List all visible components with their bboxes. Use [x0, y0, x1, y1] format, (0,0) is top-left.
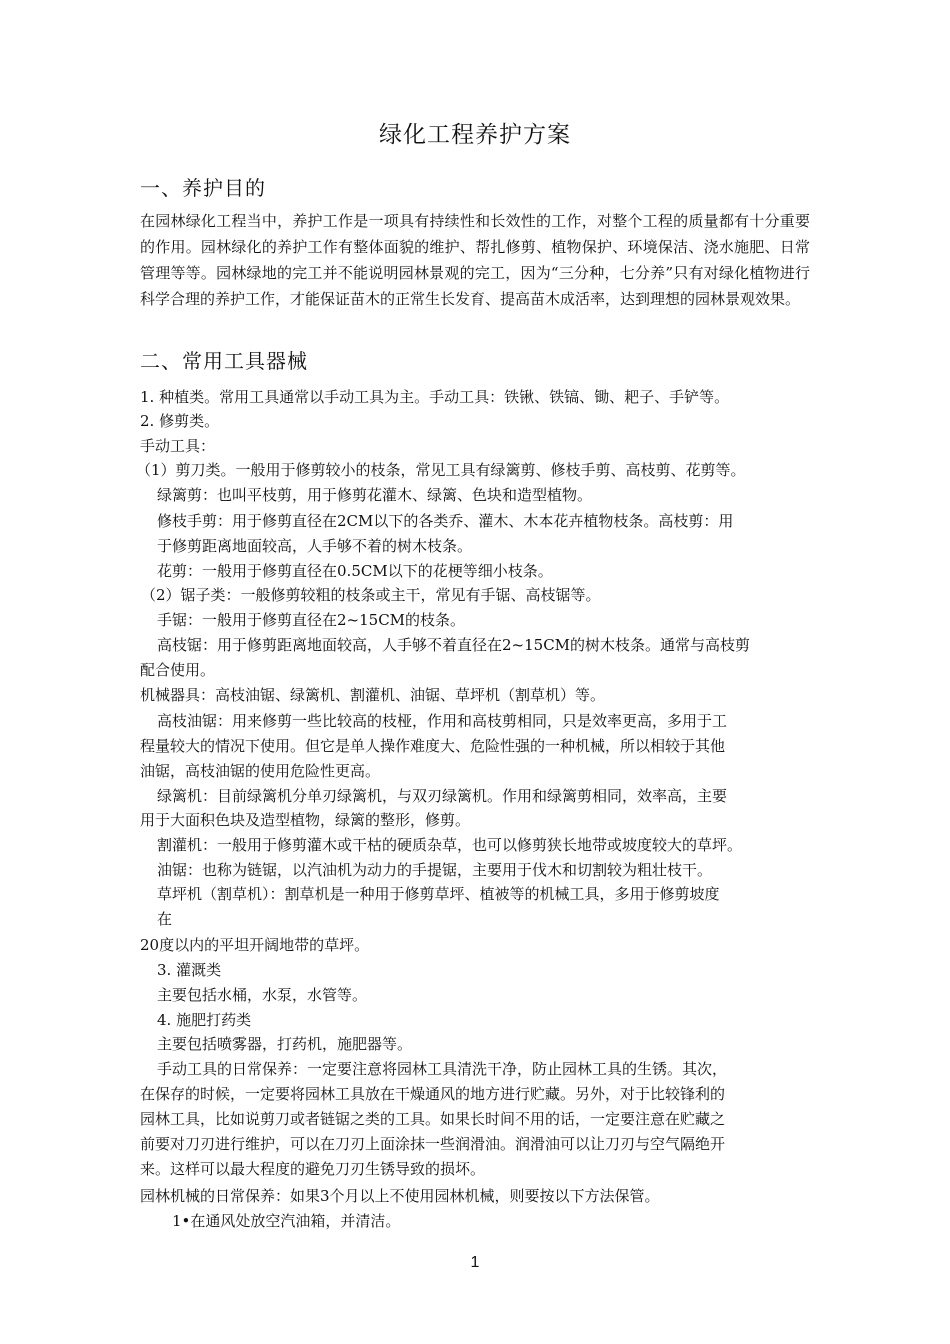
section-heading-purpose: 一、养护目的 — [140, 176, 266, 200]
text-line: 4. 施肥打药类 — [157, 1011, 252, 1029]
text-line: 用于大面积色块及造型植物，绿篱的整形，修剪。 — [140, 811, 471, 829]
text-line: （1）剪刀类。一般用于修剪较小的枝条，常见工具有绿篱剪、修枝手剪、高枝剪、花剪等。 — [136, 461, 746, 479]
text-line: 来。这样可以最大程度的避免刀刃生锈导致的损坏。 — [140, 1160, 486, 1178]
text-line: 前要对刀刃进行维护，可以在刀刃上面涂抹一些润滑油。润滑油可以让刀刃与空气隔绝开 — [140, 1135, 726, 1153]
text-line: 手锯：一般用于修剪直径在2~15CM的枝条。 — [157, 611, 466, 629]
page-number: 1 — [470, 1254, 480, 1271]
text-line: 在 — [157, 910, 173, 928]
text-line: 油锯，高枝油锯的使用危险性更高。 — [140, 762, 381, 780]
text-line: 园林工具，比如说剪刀或者链锯之类的工具。如果长时间不用的话，一定要注意在贮藏之 — [140, 1110, 726, 1128]
text-line: 机械器具：高枝油锯、绿篱机、割灌机、油锯、草坪机（割草机）等。 — [140, 686, 606, 704]
text-line: 修枝手剪：用于修剪直径在2CM以下的各类乔、灌木、木本花卉植物枝条。高枝剪：用 — [157, 512, 734, 530]
text-line: 在保存的时候，一定要将园林工具放在干燥通风的地方进行贮藏。另外，对于比较锋利的 — [140, 1085, 726, 1103]
text-line: 手动工具： — [140, 437, 216, 455]
text-line: 园林机械的日常保养：如果3个月以上不使用园林机械，则要按以下方法保管。 — [140, 1187, 660, 1205]
text-line: 主要包括喷雾器，打药机，施肥器等。 — [157, 1035, 413, 1053]
text-line: 程量较大的情况下使用。但它是单人操作难度大、危险性强的一种机械，所以相较于其他 — [140, 737, 726, 755]
text-line: 1•在通风处放空汽油箱，并清洁。 — [172, 1212, 401, 1230]
text-line: 花剪：一般用于修剪直径在0.5CM以下的花梗等细小枝条。 — [157, 562, 553, 580]
text-line: 绿篱机：目前绿篱机分单刃绿篱机，与双刃绿篱机。作用和绿篱剪相同，效率高，主要 — [157, 787, 728, 805]
document-title: 绿化工程养护方案 — [379, 122, 571, 148]
text-line: 于修剪距离地面较高，人手够不着的树木枝条。 — [157, 537, 473, 555]
text-line: 绿篱剪：也叫平枝剪，用于修剪花灌木、绿篱、色块和造型植物。 — [157, 486, 593, 504]
section-heading-tools: 二、常用工具器械 — [140, 349, 308, 373]
text-line: （2）锯子类：一般修剪较粗的枝条或主干，常见有手锯、高枝锯等。 — [141, 586, 601, 604]
text-line: 2. 修剪类。 — [140, 412, 220, 430]
text-line: 20度以内的平坦开阔地带的草坪。 — [140, 936, 370, 954]
text-line: 主要包括水桶，水泵，水管等。 — [157, 986, 368, 1004]
text-line: 草坪机（割草机）：割草机是一种用于修剪草坪、植被等的机械工具，多用于修剪坡度 — [157, 885, 720, 903]
text-line: 油锯：也称为链锯，以汽油机为动力的手提锯，主要用于伐木和切割较为粗壮枝干。 — [157, 861, 713, 879]
text-line: 1. 种植类。常用工具通常以手动工具为主。手动工具：铁锹、铁镐、锄、耙子、手铲等。 — [140, 388, 730, 406]
text-line: 割灌机：一般用于修剪灌木或干枯的硬质杂草，也可以修剪狭长地带或坡度较大的草坪。 — [157, 836, 743, 854]
text-line: 3. 灌溉类 — [157, 961, 222, 979]
text-line: 高枝锯：用于修剪距离地面较高，人手够不着直径在2~15CM的树木枝条。通常与高枝剪 — [157, 636, 751, 654]
section-paragraph-purpose: 在园林绿化工程当中，养护工作是一项具有持续性和长效性的工作，对整个工程的质量都有十分重要的作用。园林绿化的养护工作有整体面貌的维护、帮扎修剪、植物保护、环境保洁、浇水施肥、日常管理等等。园林绿地的完工并不能说明园林景观的完工，因为“三分种，七分养”只有对绿化植物进行科学合理的养护工作，才能保证苗木的正常生长发育、提高苗木成活率，达到理想的园林景观效果。 — [140, 212, 810, 308]
text-line: 高枝油锯：用来修剪一些比较高的枝桠，作用和高枝剪相同，只是效率更高，多用于工 — [157, 712, 728, 730]
text-line: 配合使用。 — [140, 661, 216, 679]
text-line: 手动工具的日常保养：一定要注意将园林工具清洗干净，防止园林工具的生锈。其次， — [157, 1060, 728, 1078]
